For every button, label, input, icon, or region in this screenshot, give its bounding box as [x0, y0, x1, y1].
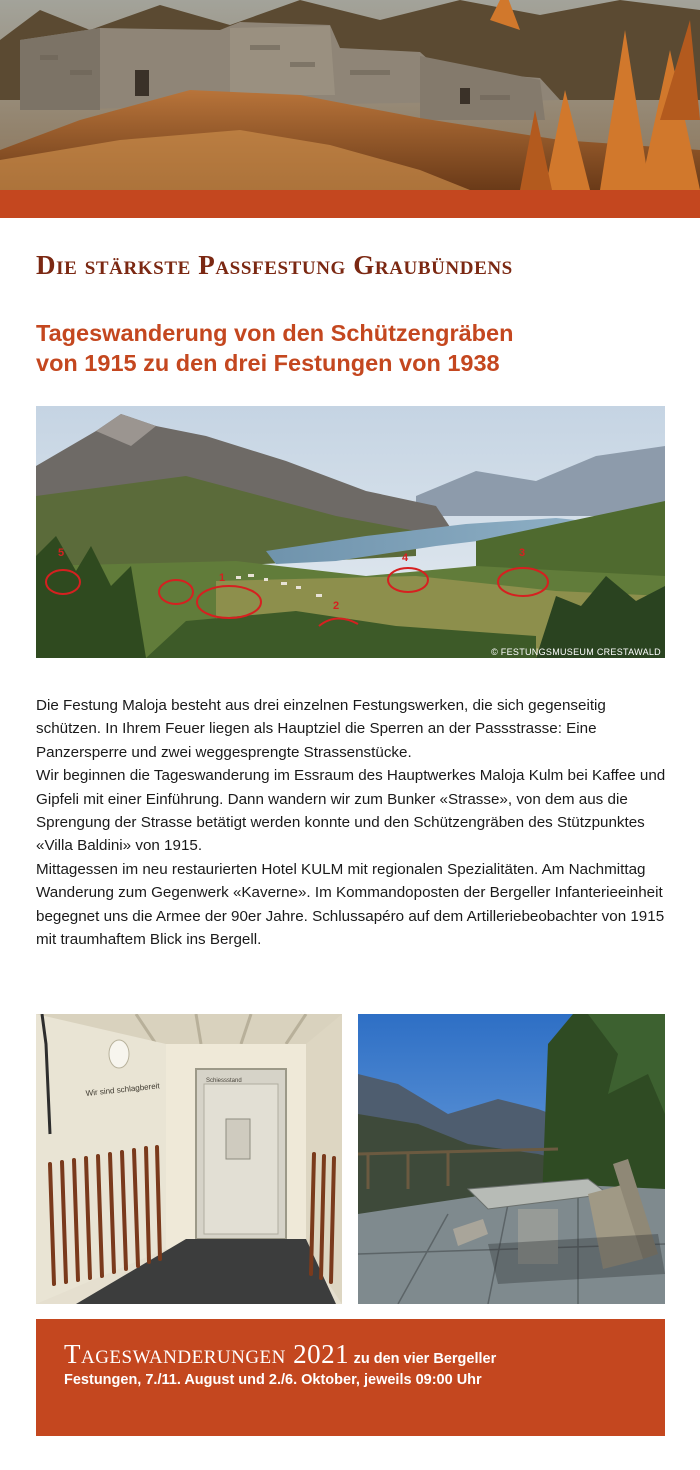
marker-label-4: 4 — [402, 552, 409, 564]
photo-credit: © FESTUNGSMUSEUM CRESTAWALD — [491, 647, 661, 657]
wall-inscription: Wir sind schlagbereit — [85, 1081, 161, 1098]
event-dates: Festungen, 7./11. August und 2./6. Oktober, jeweils 09:00 Uhr — [64, 1372, 482, 1388]
body-paragraph-2: Wir beginnen die Tageswanderung im Essraum des Hauptwerkes Maloja Kulm bei Kaffee und Gipfeli mit einer Einführung. Dann wandern wir zum Bunker «Strasse», von dem aus die Sprengung der Strasse betätigt werden konnte und den Schützengräben des Stützpunktes «Villa Baldini» von 1915. — [36, 767, 666, 855]
headline-line-1: Tageswanderung von den Schützengräben — [36, 320, 514, 346]
body-paragraph-3: Mittagessen im neu restaurierten Hotel KULM mit regionalen Spezialitäten. Am Nachmittag Wanderung zum Gegenwerk «Kaverne». Im Kommandoposten der Bergeller Infanterieeinheit begegnet uns die Armee der 90er Jahre. Schlussapéro auf dem Artilleriebeobachter von 1915 mit traumhaftem Blick ins Bergell. — [36, 860, 665, 949]
event-title-suffix: zu den vier Bergeller — [353, 1351, 497, 1367]
headline — [36, 318, 676, 378]
headline-line-2: von 1915 zu den drei Festungen von 1938 — [36, 350, 500, 376]
event-dates-box — [36, 1319, 665, 1436]
marker-label-2: 2 — [333, 600, 340, 612]
kicker-title: Die stärkste Passfestung Graubündens — [36, 250, 513, 280]
body-paragraph-1: Die Festung Maloja besteht aus drei einzelnen Festungswerken, die sich gegenseitig schützen. In Ihrem Feuer liegen als Hauptziel die Sperren an der Passstrasse: Eine Panzersperre und zwei weggesprengte Strassenstücke. — [36, 697, 606, 761]
terrace-viewpoint-photo — [358, 1014, 665, 1304]
header-photo-fortress — [0, 0, 700, 190]
marker-label-1: 1 — [219, 572, 226, 584]
marker-label-3: 3 — [519, 547, 526, 559]
body-text — [36, 694, 668, 951]
panorama-photo-maloja — [36, 406, 665, 658]
door-sign: Schiessstand — [206, 1078, 242, 1084]
event-title-line — [64, 1339, 647, 1370]
event-title: Tageswanderungen 2021 — [64, 1339, 350, 1369]
bunker-interior-photo — [36, 1014, 342, 1304]
header-accent-band — [0, 190, 700, 218]
marker-label-5: 5 — [58, 547, 65, 559]
